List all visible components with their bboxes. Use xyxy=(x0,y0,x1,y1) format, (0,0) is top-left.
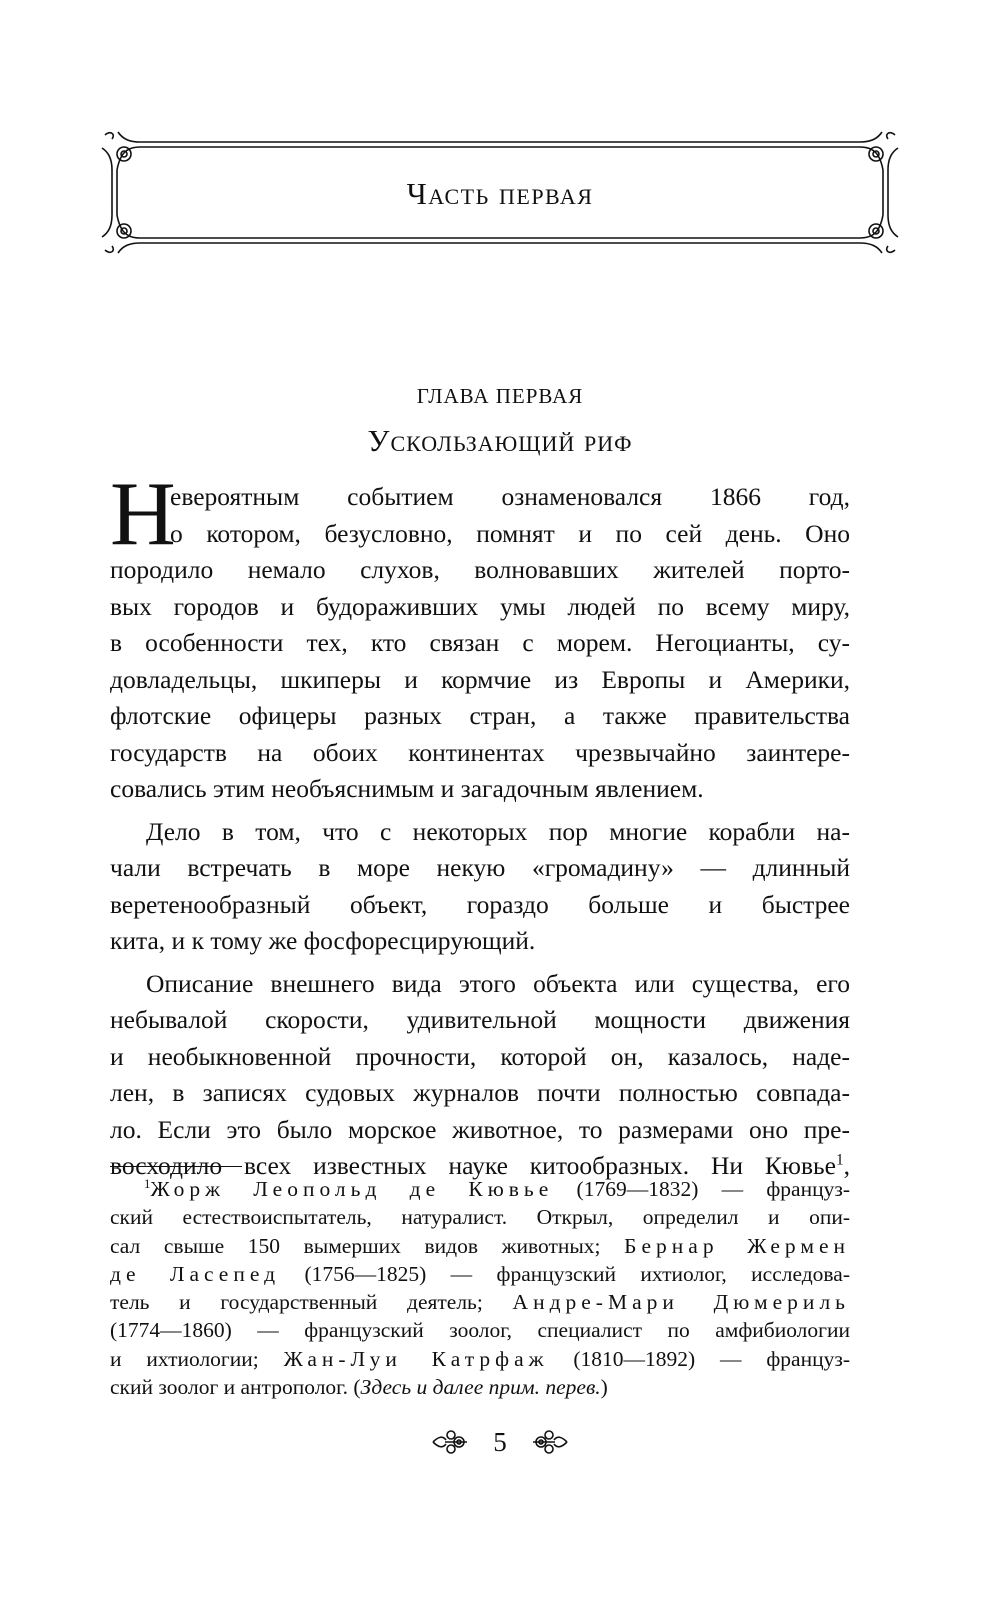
text-line: вых городов и будораживших умы людей по всему миру, xyxy=(110,591,850,621)
footnote-mark: 1 xyxy=(144,1176,151,1191)
text-line: о котором, безусловно, помнят и по сей день. Оно xyxy=(170,518,850,548)
footnote-line xyxy=(110,1232,850,1260)
chapter-label: ГЛАВА ПЕРВАЯ xyxy=(416,384,584,408)
page-number-row xyxy=(0,1422,1000,1462)
footnote-text: (1774—1860) — французский зоолог, специалист по амфибиологии xyxy=(110,1318,850,1343)
footnote-text: тель и государственный деятель; xyxy=(110,1290,513,1315)
part-title-frame xyxy=(100,130,900,255)
footnote-italic: Здесь и далее прим. перев. xyxy=(360,1375,601,1400)
footnote-text: ) xyxy=(600,1375,608,1400)
text-line: Дело в том, что с некоторых пор многие корабли на- xyxy=(146,816,850,846)
footnote-name: Андре-Мари Дюмериль xyxy=(512,1290,850,1315)
footnote-line xyxy=(110,1345,850,1373)
text-line: чали встречать в море некую «громадину» — длинный xyxy=(110,853,850,882)
text-line: веретенообразный объект, гораздо больше и быстрее xyxy=(110,889,850,919)
chapter-title: Ускользающий риф xyxy=(367,423,633,458)
text-line: евероятным событием ознаменовался 1866 год, xyxy=(170,482,850,511)
footnote-text: (1769—1832) — француз- xyxy=(553,1177,850,1201)
punctuation: , xyxy=(843,1151,850,1180)
footnote-line xyxy=(110,1260,850,1288)
footnote-name: Жорж Леопольд де Кювье xyxy=(150,1177,554,1201)
footnote-name: Бернар Жермен xyxy=(624,1233,851,1258)
footnote-line xyxy=(110,1203,850,1231)
footnote-divider xyxy=(110,1166,242,1167)
footnote-text: (1810—1892) — француз- xyxy=(548,1346,850,1371)
footnote-line xyxy=(110,1288,850,1316)
paragraph-1 xyxy=(110,479,850,808)
text-line: в особенности тех, кто связан с морем. Негоцианты, су- xyxy=(110,628,850,657)
text-line: флотские офицеры разных стран, а также правительства xyxy=(110,701,850,730)
footnote-ref: 1 xyxy=(835,1151,844,1169)
footnote-name: де Ласепед xyxy=(110,1261,281,1286)
ornament-right-icon xyxy=(531,1427,569,1457)
text-line: небывалой скорости, удивительной мощности движения xyxy=(110,1005,850,1034)
footnote-text: и ихтиологии; xyxy=(110,1346,284,1371)
text-line: довладельцы, шкиперы и кормчие из Европы и Америки, xyxy=(110,664,850,694)
ornament-left-icon xyxy=(431,1427,469,1457)
footnote-text: сал свыше 150 вымерших видов животных; xyxy=(110,1233,625,1258)
footnote-text: ский естествоиспытатель, натуралист. Открыл, определил и опи- xyxy=(110,1205,850,1230)
text-line: лен, в записях судовых журналов почти полностью совпада- xyxy=(110,1078,850,1107)
text-line: совались этим необъяснимым и загадочным явлением. xyxy=(110,774,704,803)
text-line: государств на обоих континентах чрезвычайно заинтере- xyxy=(110,737,850,767)
footnote-text: ский зоолог и антрополог. ( xyxy=(110,1375,361,1400)
text-line: породило немало слухов, волновавших жителей порто- xyxy=(110,555,850,584)
part-title: Часть первая xyxy=(406,176,594,211)
page-number: 5 xyxy=(493,1426,507,1457)
body-text xyxy=(110,463,850,1185)
footnote-text: (1756—1825) — французский ихтиолог, исследова- xyxy=(280,1261,850,1286)
text-line: ло. Если это было морское животное, то размерами оно пре- xyxy=(110,1114,850,1144)
footnote xyxy=(110,1175,850,1401)
footnote-line xyxy=(110,1316,850,1344)
footnote-line xyxy=(110,1175,850,1203)
paragraph-2 xyxy=(110,814,850,960)
text-line-content: восходило всех известных науке китообразных. Ни Кювье xyxy=(110,1151,836,1180)
footnote-line xyxy=(110,1373,850,1401)
paragraph-3 xyxy=(110,966,850,1185)
text-line: Описание внешнего вида этого объекта или существа, его xyxy=(146,968,850,998)
drop-cap: Н xyxy=(110,463,176,564)
footnote-name: Жан-Луи Катрфаж xyxy=(283,1346,549,1371)
text-line: кита, и к тому же фосфоресцирующий. xyxy=(110,926,536,955)
text-line: и необыкновенной прочности, которой он, казалось, наде- xyxy=(110,1041,850,1071)
